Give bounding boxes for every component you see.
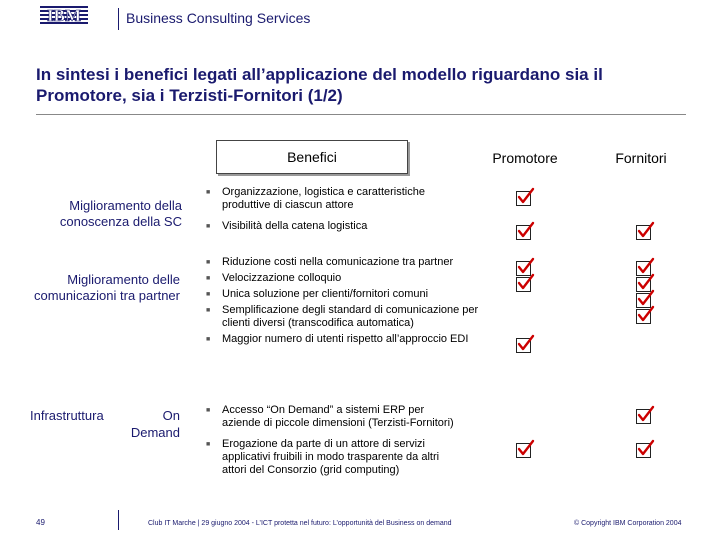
bullet-visibilita: ■ Visibilità della catena logistica	[206, 220, 476, 233]
ibm-logo-text: IBM	[47, 6, 81, 24]
row-label-demand: Demand	[130, 425, 180, 440]
check-icon-fornitori	[636, 409, 651, 424]
bullet-list-conoscenza	[206, 186, 476, 236]
check-icon-promotore	[516, 191, 531, 206]
bullet-list-comunicazioni	[206, 256, 484, 349]
ibm-logo	[40, 6, 88, 24]
page-number: 49	[36, 518, 45, 527]
header-separator	[118, 8, 119, 30]
row-label-comunicazioni: Miglioramento delle comunicazioni tra partner	[34, 272, 180, 303]
bullet-maggior-numero: ■ Maggior numero di utenti rispetto all’approccio EDI	[206, 333, 484, 346]
header-title: Business Consulting Services	[126, 10, 311, 26]
title-divider	[36, 114, 686, 115]
bullet-unica-soluzione: ■ Unica soluzione per clienti/fornitori comuni	[206, 288, 484, 301]
check-icon-fornitori	[636, 309, 651, 324]
footer-event-text: Club IT Marche | 29 giugno 2004 - L’ICT protetta nel futuro: L’opportunità del Business on demand	[148, 520, 452, 527]
bullet-erogazione: ■ Erogazione da parte di un attore di servizi applicativi fruibili in modo trasparente da altri attori del Consorzio (grid computing)	[206, 438, 456, 477]
check-icon-promotore	[516, 443, 531, 458]
bullet-accesso-on-demand: ■ Accesso “On Demand” a sistemi ERP per aziende di piccole dimensioni (Terzisti-Fornitori)	[206, 404, 456, 430]
check-icon-promotore	[516, 277, 531, 292]
bullet-semplificazione: ■ Semplificazione degli standard di comunicazione per clienti diversi (transcodifica automatica)	[206, 304, 484, 330]
check-icon-promotore	[516, 338, 531, 353]
column-header-benefici: Benefici	[216, 140, 408, 174]
column-header-promotore: Promotore	[492, 150, 558, 166]
bullet-riduzione-costi: ■ Riduzione costi nella comunicazione tra partner	[206, 256, 484, 269]
row-label-on: On	[162, 408, 180, 423]
bullet-organizzazione: ■ Organizzazione, logistica e caratteristiche produttive di ciascun attore	[206, 186, 476, 212]
row-label-conoscenza: Miglioramento della conoscenza della SC	[59, 198, 182, 229]
footer-separator	[118, 510, 119, 530]
check-icon-promotore	[516, 225, 531, 240]
slide-title: In sintesi i benefici legati all’applicazione del modello riguardano sia il Promotore, sia i Terzisti-Fornitori (1/2)	[36, 65, 603, 105]
row-label-infrastruttura: Infrastruttura	[30, 408, 104, 423]
bullet-velocizzazione: ■ Velocizzazione colloquio	[206, 272, 484, 285]
column-header-fornitori: Fornitori	[615, 150, 667, 166]
check-icon-fornitori	[636, 443, 651, 458]
bullet-list-infrastruttura	[206, 404, 456, 480]
footer-copyright: © Copyright IBM Corporation 2004	[574, 520, 682, 527]
check-icon-fornitori	[636, 225, 651, 240]
